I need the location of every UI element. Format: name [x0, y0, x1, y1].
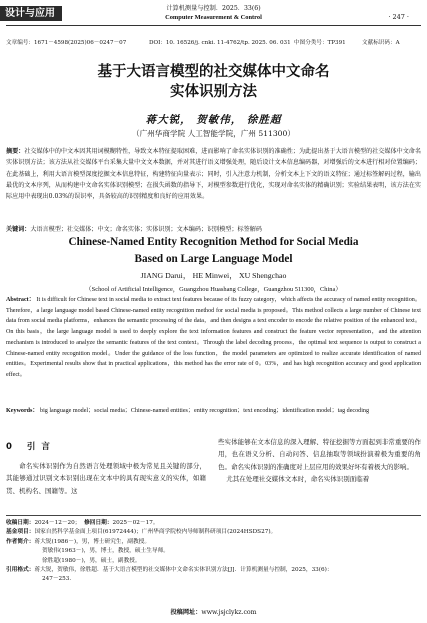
- keywords-en: [6, 406, 421, 417]
- intro-left-column: [6, 460, 206, 497]
- journal-name-cn: 计算机测量与控制．2025．33(6): [166, 5, 261, 12]
- fund-line: [6, 528, 276, 537]
- keywords-cn-label: 关键词：: [6, 226, 31, 233]
- bio-1: 蒋大锐(1986－)，男，博士研究生，副教授。: [34, 538, 151, 545]
- intro-right-column: 些实体能够在文本信息的深入理解、特征挖掘等方面起到非常重要的作用，也在语义分析、自动问答、信息抽取等领域扮演着极为重要的角色。命名实体识别的准确度对上层应用的效果好坏有着极大的影响。 尤其在处理社交媒体文本时，命名实体识别面临着: [218, 438, 421, 484]
- clc-number: 中图分类号：TP391: [294, 40, 346, 46]
- header-rule: [6, 25, 421, 26]
- title-en-line2: Based on Large Language Model: [134, 253, 293, 265]
- footer-label: 投稿网址：: [170, 609, 202, 616]
- section-tag: 设计与应用: [0, 6, 62, 21]
- abstract-cn: [6, 146, 421, 202]
- section-heading-introduction: 0 引言: [6, 442, 56, 452]
- affiliation-en: （School of Artificial Intelligence，Guangzhou Huashang College，Guangzhou 511300，China）: [85, 286, 342, 293]
- fund-text: 国家自然科学基金面上项目(61972444)；广州华商学院校内导师制科研项目(2024HSDS27)。: [34, 529, 277, 536]
- footnote-rule: [6, 515, 421, 516]
- fund-label: 基金项目：: [6, 529, 35, 536]
- bio-line-3: 徐胜超(1980－)，男，硕士，副教授。: [42, 557, 141, 564]
- footer-url[interactable]: www.jsjclykz.com: [201, 609, 257, 616]
- abstract-cn-text: 社交媒体中的中文本因其用词模糊特性，导致文本特征提取困难，进而影响了命名实体识别的准确性；为此提出基于大语言模型的社交媒体中文命名实体识别方法；该方法从社交媒体平台采集大量中文文本数据，并对其进行语义增强处理，随后设计文本信息编码器，对增强后的文本进行相对位置编码；在此基础上，利用大语言模型深度挖掘文本信息特征，构建特征向量表示；同时，引入注意力机制，分析文本上下文的语义特征；通过标签解码过程，输出最优的文本序列，从而构建中文命名实体识别模型；在损失函数的指导下，对模型参数进行优化，实现对命名实体的精确识别；实验结果表明，该方法在实际应用中表现出0.03%的误识率，具备较高的识别精度和良好的应用效果。: [6, 148, 422, 201]
- authors-cn: 蒋大锐， 贺敏伟， 徐胜超: [145, 114, 282, 126]
- title-cn-line2: 实体识别方法: [170, 84, 257, 100]
- document-code: 文献标识码：A: [362, 40, 400, 46]
- journal-name-en: Computer Measurement & Control: [165, 14, 262, 21]
- doi: DOI：10. 16526/j. cnki. 11-4762/tp. 2025. 06. 031: [149, 40, 291, 46]
- bio-line-2: 贺敏伟(1963－)，男，博士，教授，硕士生导师。: [42, 548, 169, 555]
- title-en-line1: Chinese-Named Entity Recognition Method for Social Media: [68, 236, 359, 248]
- page-number: · 247 ·: [388, 13, 409, 21]
- abstract-en-text: It is difficult for Chinese text in social media to extract text features because of its fuzzy category，which affects the accuracy of named entity recognition。Therefore，a large language model based Chinese-named entity recognition method for social media is proposed。This method collects a large number of Chinese text data from social media platforms，enhances the semantic processing of the data，and then designs a text encoder to encode the relative position of the enhanced text。On this basis，the large language model is used to deeply explore the text information features and construct the feature vector representation，and the attention mechanism is introduced to analyze the semantic features of the text context。Through the label decoding process，the optimal text sequence is output to construct a Chinese-named entity recognition model。Under the guidance of the loss function，the model parameters are optimized to realize accurate identification of named entities。Experimental results show that in practical applications，this method has the error rate of 0。03%，and has high recognition accuracy and good application effect。: [6, 297, 421, 378]
- citation-text: 蒋大锐，贺敏伟，徐胜超．基于大语言模型的社交媒体中文命名实体识别方法[J]．计算机测量与控制，2025，33(6)：: [34, 567, 333, 573]
- article-number: 文章编号：1671－4598(2025)06－0247－07: [6, 40, 127, 46]
- title-cn-line1: 基于大语言模型的社交媒体中文命名: [97, 64, 330, 80]
- received-label: 收稿日期：: [6, 520, 35, 526]
- citation-label: 引用格式：: [6, 567, 35, 573]
- revised-label: 修回日期：: [84, 520, 113, 526]
- citation-pages: 247－253．: [42, 576, 76, 583]
- keywords-cn-text: 大语言模型；社交媒体；中文；命名实体；实体识别；文本编码；识别模型；标签解码: [30, 226, 262, 233]
- citation-line: [6, 566, 333, 575]
- keywords-en-text: big language model；social media；Chinese-named entities；entity recognition；text encoding；identification model；tag decoding: [40, 408, 370, 414]
- received-date: 2024－12－20；: [34, 520, 81, 526]
- affiliation-cn: （广州华商学院 人工智能学院，广州 511300）: [132, 129, 295, 138]
- abstract-cn-label: 摘要：: [6, 148, 25, 155]
- bio-line-1: [6, 538, 150, 547]
- authors-en: JIANG Darui， HE Minwei， XU Shengchao: [140, 271, 287, 280]
- revised-date: 2025－02－17。: [112, 520, 159, 526]
- keywords-en-label: Keywords：: [6, 408, 39, 414]
- received-dates: [6, 519, 159, 528]
- bio-label: 作者简介：: [6, 538, 35, 545]
- abstract-en-label: Abstract：: [6, 297, 35, 303]
- page-footer: [0, 607, 427, 616]
- abstract-en: [6, 295, 421, 381]
- footnote-block: [6, 519, 421, 601]
- intro-left-text: 命名实体识别作为自然语言处理领域中极为常见且关键的部分，其能够通过识别文本识别出现在文本中的具有现实意义的实体，如籍贯、机构名、国籍等。这: [6, 462, 206, 495]
